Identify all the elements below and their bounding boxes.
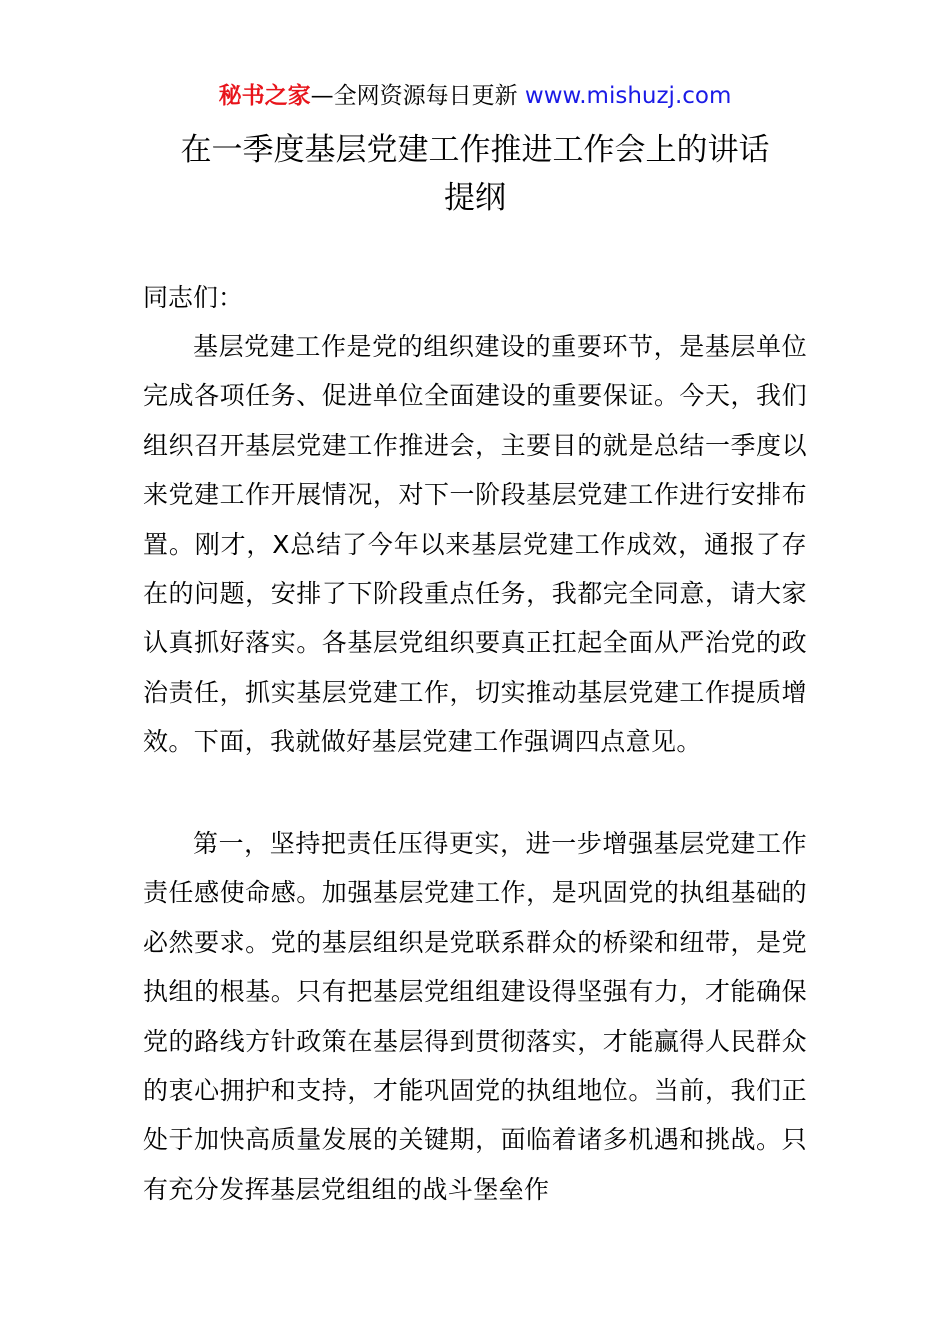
site-header [0, 80, 950, 112]
salutation: 同志们： [143, 283, 244, 312]
body-paragraph-1: 基层党建工作是党的组织建设的重要环节，是基层单位完成各项任务、促进单位全面建设的重要保证。今天，我们组织召开基层党建工作推进会，主要目的就是总结一季度以来党建工作开展情况，对下一阶段基层党建工作进行安排布置。刚才，X总结了今年以来基层党建工作成效，通报了存在的问题，安排了下阶段重点任务，我都完全同意，请大家认真抓好落实。各基层党组织要真正扛起全面从严治党的政治责任，抓实基层党建工作，切实推动基层党建工作提质增效。下面，我就做好基层党建工作强调四点意见。 [143, 332, 807, 757]
body-paragraph-2: 第一，坚持把责任压得更实，进一步增强基层党建工作责任感使命感。加强基层党建工作，是巩固党的执组基础的必然要求。党的基层组织是党联系群众的桥梁和纽带，是党执组的根基。只有把基层党组组建设得坚强有力，才能确保党的路线方针政策在基层得到贯彻落实，才能赢得人民群众的衷心拥护和支持，才能巩固党的执组地位。当前，我们正处于加快高质量发展的关键期，面临着诸多机遇和挑战。只有充分发挥基层党组组的战斗堡垒作 [143, 829, 807, 1204]
document-title-line-1: 在一季度基层党建工作推进工作会上的讲话 [180, 132, 770, 168]
document-title [120, 126, 830, 222]
site-url-link[interactable]: www.mishuzj.com [524, 83, 732, 109]
site-name: 秘书之家 [218, 83, 311, 109]
document-title-line-2: 提纲 [444, 180, 506, 216]
site-tagline: —全网资源每日更新 [310, 83, 525, 109]
